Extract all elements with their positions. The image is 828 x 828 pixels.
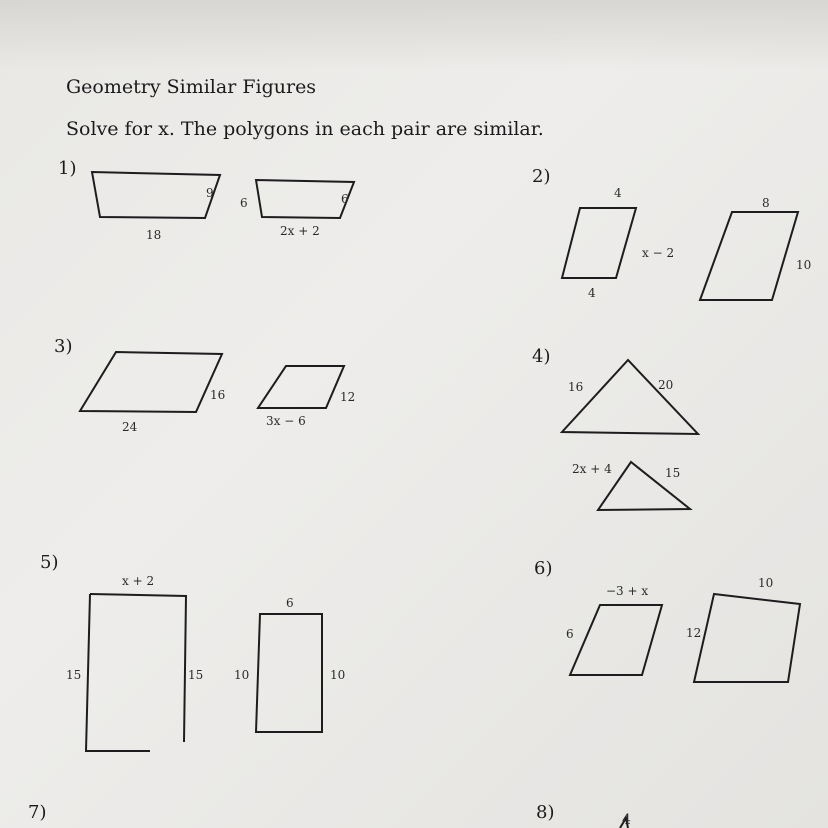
problem-number: 4) [532, 346, 551, 367]
side-label: 8 [762, 196, 770, 210]
p2-parallelogram-large [700, 212, 798, 300]
p6-quad-large [694, 594, 800, 682]
side-label: 20 [658, 378, 674, 392]
side-label: x + 2 [122, 574, 155, 588]
p5-rectangle-small [256, 614, 322, 732]
p1-parallelogram-small [256, 180, 354, 218]
worksheet-title: Geometry Similar Figures [66, 76, 317, 98]
p5-rectangle-large [90, 594, 186, 742]
side-label: 15 [188, 668, 204, 682]
side-label: 10 [234, 668, 250, 682]
side-label: 2x + 4 [572, 462, 612, 476]
side-label: 6 [566, 627, 574, 641]
side-label: 3x − 6 [266, 414, 306, 428]
side-label: 16 [210, 388, 226, 402]
problem-number: 6) [534, 558, 553, 579]
side-label: 4 [622, 812, 631, 828]
p1-parallelogram-large [92, 172, 220, 218]
side-label: 16 [568, 380, 584, 394]
p4-triangle-large [562, 360, 698, 434]
side-label: 24 [122, 420, 138, 434]
side-label: 15 [665, 466, 681, 480]
side-label: 15 [66, 668, 82, 682]
problem-number: 3) [54, 336, 73, 357]
side-label: 18 [146, 228, 162, 242]
problem-number: 2) [532, 166, 551, 187]
worksheet-instructions: Solve for x. The polygons in each pair are similar. [66, 118, 544, 140]
problem-number: 8) [536, 802, 555, 823]
problem-number: 5) [40, 552, 59, 573]
side-label: −3 + x [606, 584, 649, 598]
side-label: x − 2 [642, 246, 675, 260]
p3-parallelogram-large [80, 352, 222, 412]
side-label: 4 [614, 186, 622, 200]
side-label: 4 [588, 286, 596, 300]
side-label: 6 [341, 192, 349, 206]
problem-number: 7) [28, 802, 47, 823]
side-label: 12 [686, 626, 702, 640]
side-label: 2x + 2 [280, 224, 320, 238]
side-label: 12 [340, 390, 356, 404]
p5-rectangle-large-left [86, 594, 150, 751]
side-label: 9 [206, 186, 214, 200]
side-label: 10 [758, 576, 774, 590]
p6-quad-small [570, 605, 662, 675]
side-label: 10 [330, 668, 346, 682]
side-label: 6 [240, 196, 248, 210]
p2-parallelogram-small [562, 208, 636, 278]
problem-number: 1) [58, 158, 77, 179]
p3-parallelogram-small [258, 366, 344, 408]
side-label: 10 [796, 258, 812, 272]
side-label: 6 [286, 596, 294, 610]
